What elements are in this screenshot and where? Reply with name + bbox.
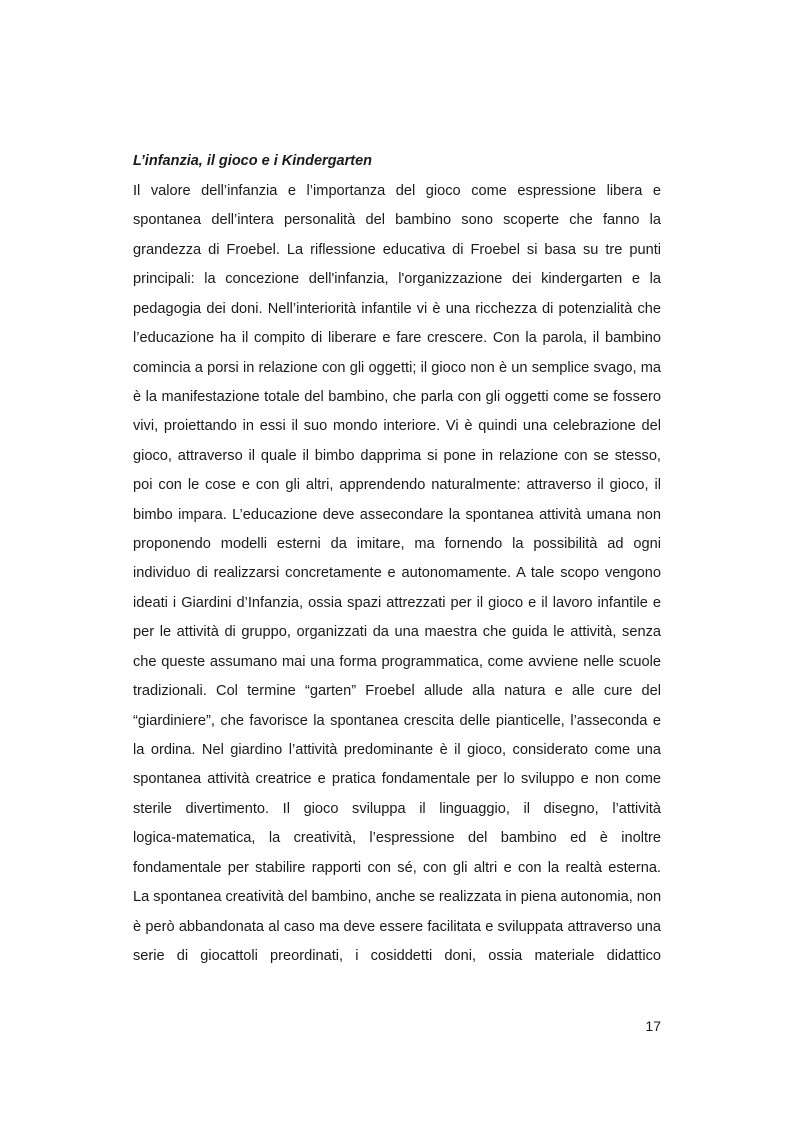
text-line: logica-matematica, la creatività, l’espressione del bambino ed è inoltre xyxy=(133,830,661,847)
text-line: che queste assumano mai una forma programmatica, come avviene nelle scuole xyxy=(133,653,661,670)
text-line: spontanea dell’intera personalità del bambino sono scoperte che fanno la xyxy=(133,212,661,229)
text-line: ideati i Giardini d’Infanzia, ossia spazi attrezzati per il gioco e il lavoro infantile e xyxy=(133,594,661,611)
text-line: gioco, attraverso il quale il bimbo dapprima si pone in relazione con se stesso, xyxy=(133,447,661,464)
text-line: spontanea attività creatrice e pratica fondamentale per lo sviluppo e non come xyxy=(133,771,661,788)
body-text xyxy=(133,178,661,972)
text-line: è la manifestazione totale del bambino, che parla con gli oggetti come se fossero xyxy=(133,388,661,405)
text-line: grandezza di Froebel. La riflessione educativa di Froebel si basa su tre punti xyxy=(133,241,661,258)
text-line: pedagogia dei doni. Nell’interiorità infantile vi è una ricchezza di potenzialità che xyxy=(133,300,661,317)
text-line: bimbo impara. L’educazione deve assecondare la spontanea attività umana non xyxy=(133,506,661,523)
section-heading: L’infanzia, il gioco e i Kindergarten xyxy=(133,153,373,169)
text-line: tradizionali. Col termine “garten” Froebel allude alla natura e alle cure del xyxy=(133,683,661,700)
text-line: “giardiniere”, che favorisce la spontanea crescita delle pianticelle, l’asseconda e xyxy=(133,712,661,729)
text-line: l’educazione ha il compito di liberare e fare crescere. Con la parola, il bambino xyxy=(133,330,661,347)
text-line: La spontanea creatività del bambino, anche se realizzata in piena autonomia, non xyxy=(133,889,661,906)
text-line: principali: la concezione dell'infanzia, l'organizzazione dei kindergarten e la xyxy=(133,271,661,288)
text-line: la ordina. Nel giardino l’attività predominante è il gioco, considerato come una xyxy=(133,742,661,759)
text-line: proponendo modelli esterni da imitare, ma fornendo la possibilità ad ogni xyxy=(133,536,661,553)
text-line: Il valore dell’infanzia e l’importanza del gioco come espressione libera e xyxy=(133,183,661,199)
text-line: è però abbandonata al caso ma deve essere facilitata e sviluppata attraverso una xyxy=(133,918,661,935)
text-line: poi con le cose e con gli altri, apprendendo naturalmente: attraverso il gioco, il xyxy=(133,477,661,494)
text-line: per le attività di gruppo, organizzati da una maestra che guida le attività, senza xyxy=(133,624,661,641)
text-line: sterile divertimento. Il gioco sviluppa il linguaggio, il disegno, l’attività xyxy=(133,800,661,817)
text-line: serie di giocattoli preordinati, i cosiddetti doni, ossia materiale didattico xyxy=(133,947,661,964)
text-line: individuo di realizzarsi concretamente e autonomamente. A tale scopo vengono xyxy=(133,565,661,582)
page-number: 17 xyxy=(645,1018,661,1034)
text-line: fondamentale per stabilire rapporti con sé, con gli altri e con la realtà esterna. xyxy=(133,859,661,876)
text-line: comincia a porsi in relazione con gli oggetti; il gioco non è un semplice svago, ma xyxy=(133,359,661,376)
text-line: vivi, proiettando in essi il suo mondo interiore. Vi è quindi una celebrazione del xyxy=(133,418,661,435)
